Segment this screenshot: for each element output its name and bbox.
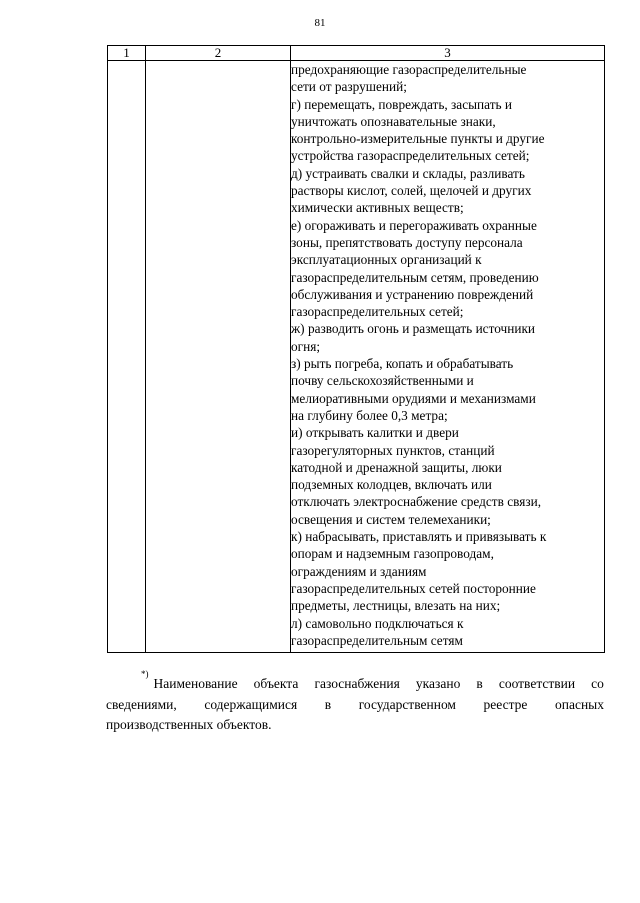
- text-line: газораспределительным сетям, проведению: [291, 269, 539, 285]
- footnote-line-1-words: [154, 674, 605, 695]
- text-line: на глубину более 0,3 метра;: [291, 407, 448, 423]
- column-header-2: 2: [146, 46, 291, 61]
- text-line: д) устраивать свалки и склады, разливать: [291, 165, 525, 181]
- footnote-word: со: [591, 676, 604, 691]
- text-line: ж) разводить огонь и размещать источники: [291, 321, 536, 337]
- column-header-3: 3: [291, 46, 605, 61]
- footnote-word: указано: [415, 676, 461, 691]
- text-line: мелиоративными орудиями и механизмами: [291, 390, 536, 406]
- text-line: обслуживания и устранению повреждений: [291, 286, 534, 302]
- footnote-word: Наименование: [153, 676, 238, 691]
- text-line: газорегуляторных пунктов, станций: [291, 442, 495, 458]
- text-line: и) открывать калитки и двери: [291, 425, 459, 441]
- footnote-word: газоснабжения: [314, 676, 400, 691]
- text-line: огня;: [291, 338, 321, 354]
- text-line: катодной и дренажной защиты, люки: [291, 459, 502, 475]
- footnote-word: реестре: [483, 696, 528, 712]
- text-line: г) перемещать, повреждать, засыпать и: [291, 96, 513, 112]
- footnote-word: в: [324, 696, 332, 712]
- text-line: опорам и надземным газопроводам,: [291, 546, 494, 562]
- text-line: отключать электроснабжение средств связи,: [291, 494, 542, 510]
- table-header-row: [108, 46, 605, 61]
- column-header-1: 1: [108, 46, 146, 61]
- text-line: почву сельскохозяйственными и: [291, 373, 474, 389]
- text-line: химически активных веществ;: [291, 200, 464, 216]
- text-line: л) самовольно подключаться к: [291, 615, 464, 631]
- footnote-marker: *): [141, 669, 149, 679]
- requirements-table: [107, 45, 605, 653]
- text-line: подземных колодцев, включать или: [291, 477, 492, 493]
- text-line: газораспределительных сетей посторонние: [291, 580, 536, 596]
- text-line: освещения и систем телемеханики;: [291, 511, 491, 527]
- text-line: ограждениям и зданиям: [291, 563, 427, 579]
- text-line: сети от разрушений;: [291, 79, 407, 95]
- footnote-word: объекта: [253, 676, 299, 691]
- column-1-cell: [108, 61, 146, 653]
- footnote-line-1: [106, 669, 604, 695]
- text-line: предохраняющие газораспределительные: [291, 62, 527, 77]
- text-line: предметы, лестницы, влезать на них;: [291, 598, 501, 614]
- text-line: газораспределительных сетей;: [291, 304, 464, 320]
- text-line: зоны, препятствовать доступу персонала: [291, 234, 523, 250]
- text-line: растворы кислот, солей, щелочей и других: [291, 183, 532, 199]
- text-line: эксплуатационных организаций к: [291, 252, 482, 268]
- footnote-word: содержащимися: [204, 696, 298, 712]
- column-3-cell: [291, 61, 605, 653]
- text-line: з) рыть погреба, копать и обрабатывать: [291, 356, 514, 372]
- footnote-word: сведениями,: [106, 696, 177, 712]
- footnote: [106, 669, 604, 736]
- text-line: устройства газораспределительных сетей;: [291, 148, 530, 164]
- text-line: газораспределительным сетям: [291, 632, 463, 648]
- text-line: уничтожать опознавательные знаки,: [291, 113, 496, 129]
- column-2-cell: [146, 61, 291, 653]
- footnote-word: соответствии: [498, 676, 576, 691]
- text-line: контрольно-измерительные пункты и другие: [291, 131, 545, 147]
- footnote-word: государственном: [358, 696, 456, 712]
- text-line: к) набрасывать, приставлять и привязывать к: [291, 529, 547, 545]
- footnote-line-2: [106, 695, 604, 716]
- table-row: [108, 61, 605, 653]
- footnote-word: опасных: [554, 696, 604, 712]
- page-number: 81: [314, 17, 326, 29]
- footnote-word: в: [476, 676, 483, 691]
- footnote-line-3: производственных объектов.: [106, 717, 272, 732]
- text-line: е) огораживать и перегораживать охранные: [291, 217, 537, 233]
